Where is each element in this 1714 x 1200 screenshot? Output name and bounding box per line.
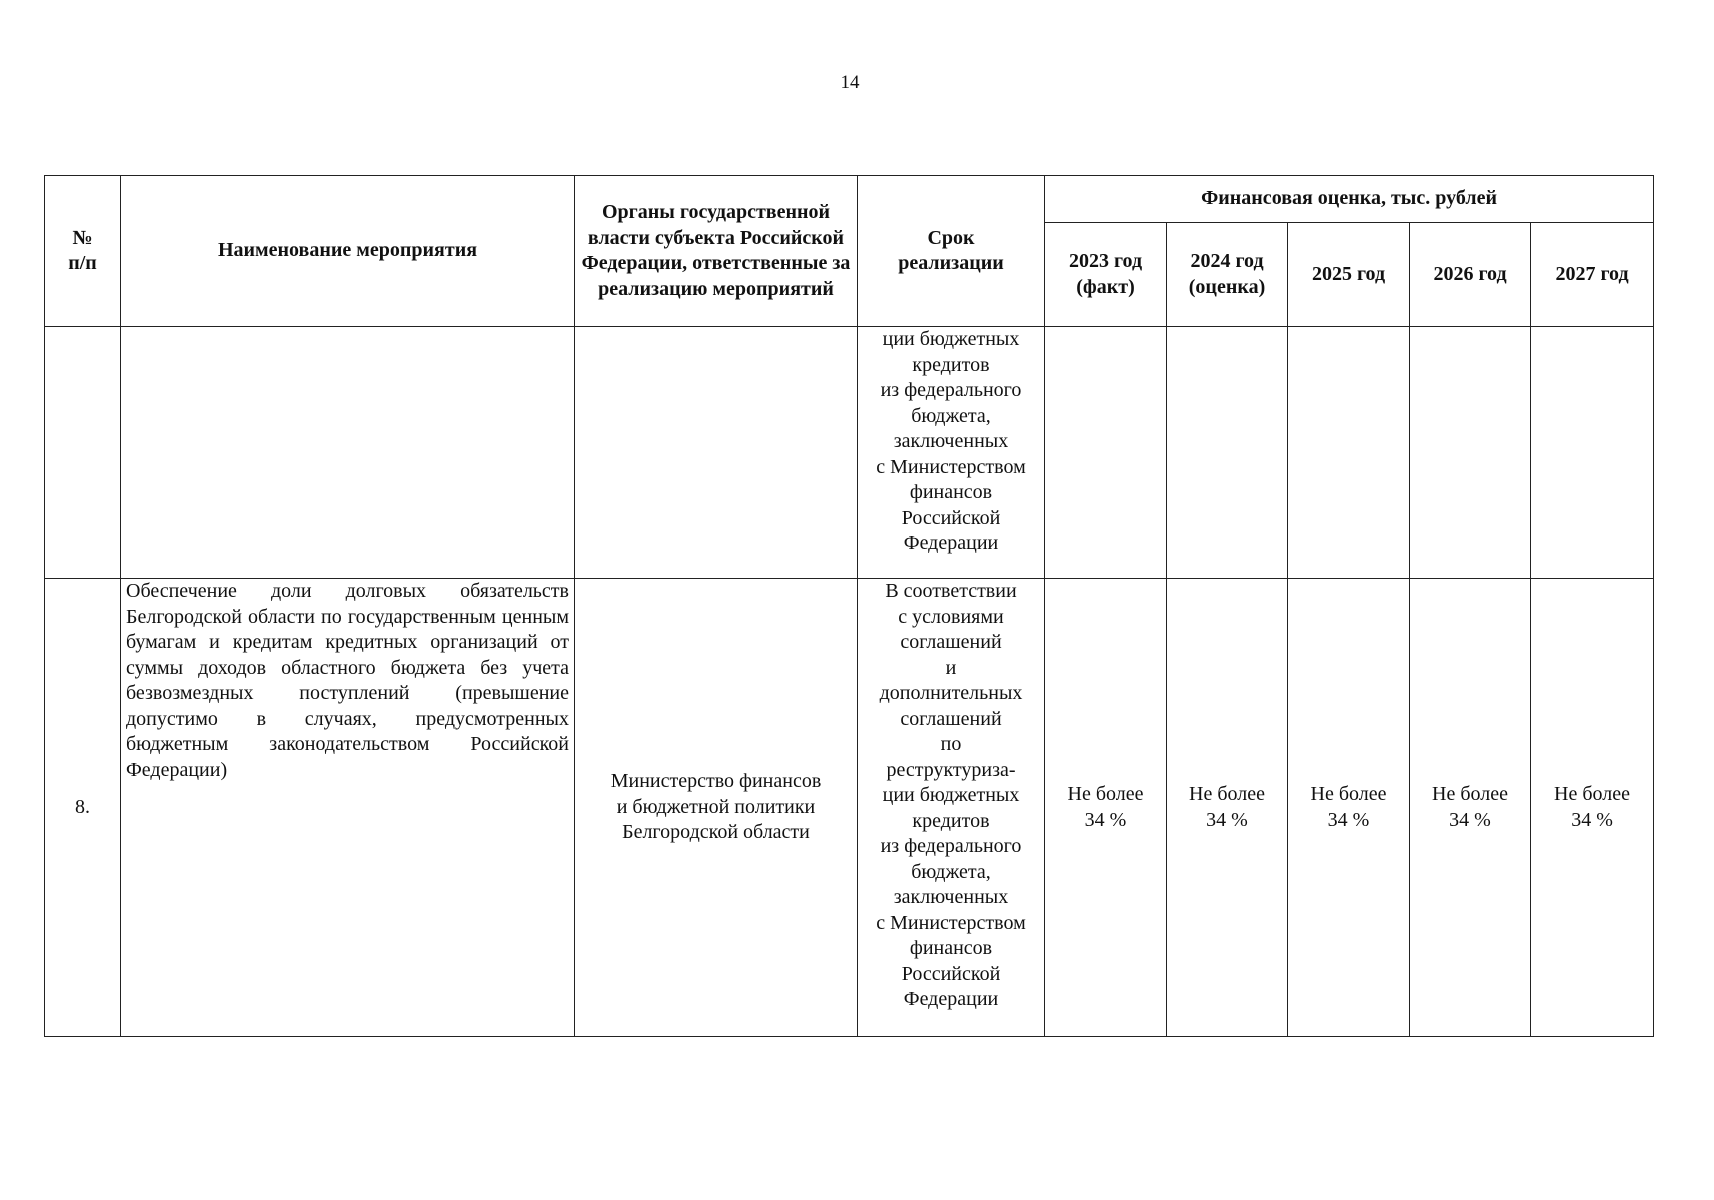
row-value-2024: Не более 34 %	[1167, 579, 1288, 1037]
row-name	[121, 327, 575, 579]
term-line: с условиями	[898, 605, 1004, 628]
row-value-2024	[1167, 327, 1288, 579]
table-row	[45, 327, 1654, 579]
row-value-2026	[1410, 327, 1531, 579]
term-line: заключенных	[893, 430, 1009, 452]
row-value-2027: Не более 34 %	[1531, 579, 1654, 1037]
header-finance: Финансовая оценка, тыс. рублей	[1045, 176, 1654, 223]
term-line: дополнительных	[879, 682, 1023, 704]
page-number: 14	[840, 72, 860, 93]
term-line: ции бюджетных	[882, 328, 1020, 350]
row-num: 8.	[45, 579, 121, 1037]
header-term: Срок реализации	[858, 176, 1045, 327]
row-value-2023: Не более 34 %	[1045, 579, 1167, 1037]
header-year-2024: 2024 год (оценка)	[1167, 223, 1288, 327]
term-line: финансов	[909, 937, 993, 959]
header-num: № п/п	[45, 176, 121, 327]
row-value-2026: Не более 34 %	[1410, 579, 1531, 1037]
term-line: заключенных	[893, 886, 1009, 908]
row-term	[858, 579, 1045, 1037]
term-line: соглашений	[900, 707, 1002, 730]
header-year-2025: 2025 год	[1288, 223, 1410, 327]
term-line: Российской	[901, 506, 1001, 529]
measures-table	[44, 175, 1654, 1037]
term-line: В соответствии	[885, 580, 1017, 602]
header-year-2027: 2027 год	[1531, 223, 1654, 327]
table-row	[45, 579, 1654, 1037]
row-organ: Министерство финансов и бюджетной политики Белгородской области	[575, 579, 858, 1037]
header-organs: Органы государственной власти субъекта Российской Федерации, ответственные за реализацию мероприятий	[575, 176, 858, 327]
term-line: по	[940, 733, 962, 755]
header-year-2026: 2026 год	[1410, 223, 1531, 327]
header-name: Наименование мероприятия	[121, 176, 575, 327]
term-line: кредитов	[912, 353, 990, 376]
row-term	[858, 327, 1045, 579]
header-year-2023: 2023 год (факт)	[1045, 223, 1167, 327]
term-line: финансов	[909, 481, 993, 503]
term-line: Российской	[901, 962, 1001, 985]
row-value-2025: Не более 34 %	[1288, 579, 1410, 1037]
row-organ	[575, 327, 858, 579]
row-num	[45, 327, 121, 579]
term-line: соглашений	[900, 631, 1002, 653]
term-line: ции бюджетных	[882, 784, 1020, 806]
term-line: Федерации	[903, 988, 999, 1010]
term-line: с Министерством	[876, 455, 1026, 478]
row-name: Обеспечение доли долговых обязательств Белгородской области по государственным ценным бумагам и кредитам кредитных организаций от суммы доходов областного бюджета без учета безвозмездных поступлений (превышение допустимо в случаях, предусмотренных бюджетным законодательством Российской Федерации)	[121, 579, 575, 1037]
term-line: Федерации	[903, 532, 999, 554]
term-line: бюджета,	[911, 860, 991, 883]
row-value-2025	[1288, 327, 1410, 579]
term-line: из федерального	[880, 835, 1022, 857]
term-line: кредитов	[912, 809, 990, 832]
row-value-2027	[1531, 327, 1654, 579]
term-line: реструктуриза-	[886, 758, 1016, 781]
term-line: бюджета,	[911, 404, 991, 427]
row-value-2023	[1045, 327, 1167, 579]
term-line: и	[945, 656, 957, 679]
term-line: из федерального	[880, 379, 1022, 401]
term-line: с Министерством	[876, 911, 1026, 934]
